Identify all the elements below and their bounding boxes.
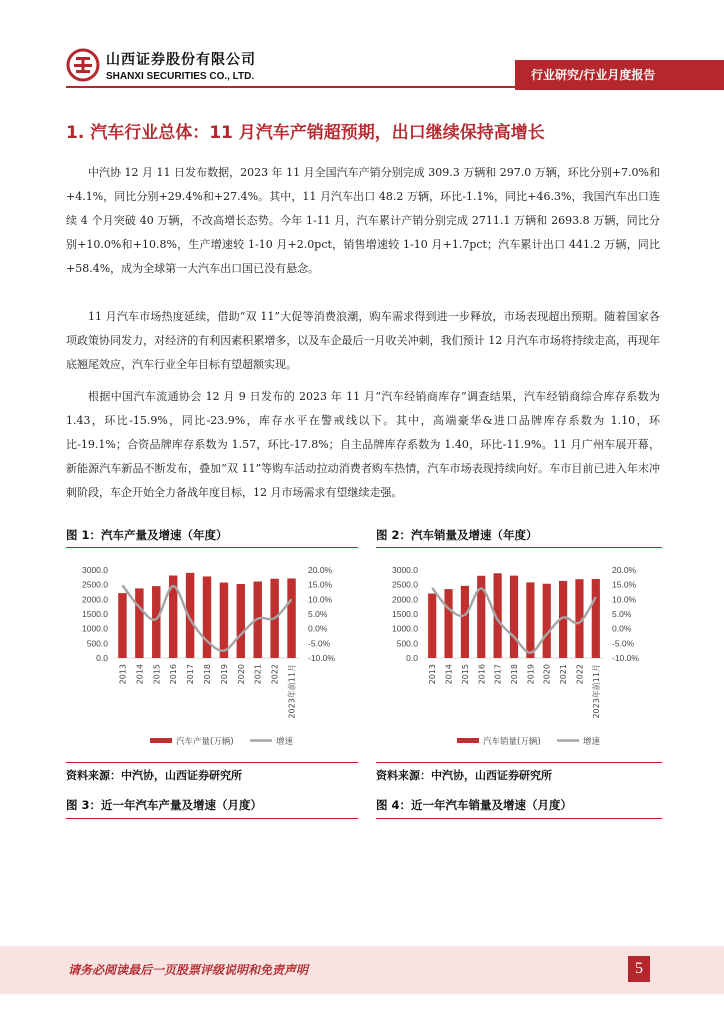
x-tick-label: 2023年前11月	[287, 664, 297, 719]
page-number: 5	[628, 956, 650, 982]
x-tick-label: 2013	[118, 664, 128, 685]
y-right-tick-label: -10.0%	[308, 653, 335, 663]
figure-2-rule	[376, 547, 662, 548]
y-right-tick-label: 0.0%	[612, 623, 632, 634]
x-tick-label: 2019	[219, 664, 229, 685]
bar-2023年前11月	[287, 578, 295, 658]
paragraph-2: 11 月汽车市场热度延续，借助“双 11”大促等消费浪潮，购车需求得到进一步释放，市场表现超出预期。随着国家各项政策协同发力，对经济的有利因素积累增多，以及车企最后一月收关冲刺，我们预计 12 月汽车市场将持续走高，再现年底翘尾效应，汽车行业全年目标有望超额实现。	[66, 310, 660, 371]
y-right-tick-label: 20.0%	[612, 565, 637, 575]
y-left-tick-label: 1000.0	[392, 623, 418, 634]
company-name-cn: 山西证券股份有限公司	[106, 52, 256, 68]
bar-2018	[510, 576, 518, 658]
y-right-tick-label: 10.0%	[308, 594, 333, 605]
legend-line-label: 增速	[276, 737, 294, 747]
y-right-tick-label: 15.0%	[308, 579, 333, 590]
x-tick-label: 2022	[575, 664, 585, 685]
paragraph-1: 中汽协 12 月 11 日发布数据，2023 年 11 月全国汽车产销分别完成 309.3 万辆和 297.0 万辆，环比分别+7.0%和+4.1%，同比分别+29.4%和+27.4%。其中，11 月汽车出口 48.2 万辆，环比-1.1%，同比+46.3%，我国汽车出口连续 4 个月突破 40 万辆，不改高增长态势。今年 1-11 月，汽车累计产销分别完成 2711.1 万辆和 2693.8 万辆，同比分别+10.0%和+10.8%，生产增速较 1-10 月+2.0pct，销售增速较 1-10 月+1.7pct；汽车累计出口 441.2 万辆，同比+58.4%，成为全球第一大汽车出口国已没有悬念。	[66, 166, 660, 275]
figure-1-chart	[66, 552, 358, 760]
y-left-tick-label: 1000.0	[82, 623, 108, 634]
bar-2014	[135, 588, 143, 658]
y-left-tick-label: 0.0	[96, 653, 108, 663]
figure-3-rule	[66, 818, 358, 819]
bar-2013	[118, 593, 126, 658]
figure-1-bottom-rule	[66, 762, 358, 763]
x-tick-label: 2021	[253, 664, 263, 685]
x-tick-label: 2015	[460, 664, 470, 685]
x-tick-label: 2017	[186, 664, 196, 685]
y-left-tick-label: 2000.0	[82, 594, 108, 605]
x-tick-label: 2022	[270, 664, 280, 685]
x-tick-label: 2016	[169, 664, 179, 685]
legend-line-label: 增速	[583, 737, 601, 747]
legend-bar-swatch	[457, 738, 479, 743]
figure-4-title: 图 4：近一年汽车销量及增速（月度）	[376, 798, 573, 812]
y-right-tick-label: 5.0%	[612, 609, 632, 619]
figure-2-chart	[376, 552, 662, 760]
y-left-tick-label: 500.0	[86, 638, 108, 649]
figure-2-bottom-rule	[376, 762, 662, 763]
figure-1-title: 图 1：汽车产量及增速（年度）	[66, 528, 228, 542]
report-type-tag: 行业研究/行业月度报告	[515, 60, 724, 90]
disclaimer-text: 请务必阅读最后一页股票评级说明和免责声明	[68, 963, 309, 977]
figure-1-source: 资料来源：中汽协，山西证券研究所	[66, 769, 242, 782]
bar-2013	[428, 594, 436, 658]
bar-2014	[444, 589, 452, 658]
y-right-tick-label: 20.0%	[308, 565, 333, 575]
x-tick-label: 2018	[203, 664, 212, 685]
figure-3-title: 图 3：近一年汽车产量及增速（月度）	[66, 798, 263, 812]
y-left-tick-label: 2500.0	[82, 579, 108, 590]
x-tick-label: 2014	[444, 664, 454, 685]
section-title: 1. 汽车行业总体：11 月汽车产销超预期，出口继续保持高增长	[66, 123, 545, 143]
x-tick-label: 2020	[236, 664, 246, 685]
x-tick-label: 2020	[542, 664, 552, 685]
x-tick-label: 2013	[428, 664, 438, 685]
bar-2019	[220, 583, 228, 658]
bar-2023年前11月	[592, 579, 600, 658]
legend-bar-label: 汽车产量(万辆)	[176, 737, 234, 747]
x-tick-label: 2023年前11月	[591, 664, 601, 719]
x-tick-label: 2021	[559, 664, 569, 685]
y-left-tick-label: 0.0	[406, 653, 418, 663]
legend-bar-label: 汽车销量(万辆)	[483, 737, 541, 747]
bar-2019	[526, 582, 534, 658]
y-right-tick-label: 10.0%	[612, 594, 637, 605]
company-name	[106, 52, 256, 83]
y-left-tick-label: 3000.0	[82, 565, 108, 575]
y-right-tick-label: 0.0%	[308, 623, 328, 634]
page-header	[0, 0, 724, 92]
y-right-tick-label: 15.0%	[612, 579, 637, 590]
y-left-tick-label: 1500.0	[82, 609, 108, 619]
x-tick-label: 2016	[477, 664, 487, 685]
paragraph-3: 根据中国汽车流通协会 12 月 9 日发布的 2023 年 11 月“汽车经销商库存”调查结果，汽车经销商综合库存系数为 1.43，环比-15.9%，同比-23.9%，库存水平在警戒线以下。其中，高端豪华&进口品牌库存系数为 1.10，环比-19.1%；合资品牌库存系数为 1.57，环比-17.8%；自主品牌库存系数为 1.40，环比-11.9%。11 月广州车展开幕，新能源汽车新品不断发布，叠加“双 11”等购车活动拉动消费者购车热情，汽车市场表现持续向好。车市目前已进入年末冲刺阶段，车企开始全力备战年度目标，12 月市场需求有望继续走强。	[66, 390, 660, 499]
y-left-tick-label: 1500.0	[392, 609, 418, 619]
bar-2015	[152, 586, 160, 658]
y-right-tick-label: 5.0%	[308, 609, 328, 619]
bar-2015	[461, 586, 469, 658]
figure-1-rule	[66, 547, 358, 548]
x-tick-label: 2018	[510, 664, 519, 685]
bar-2020	[237, 584, 245, 658]
y-left-tick-label: 500.0	[396, 638, 418, 649]
y-left-tick-label: 2500.0	[392, 579, 418, 590]
x-tick-label: 2019	[526, 664, 536, 685]
figure-2-source: 资料来源：中汽协，山西证券研究所	[376, 769, 552, 782]
y-right-tick-label: -5.0%	[612, 638, 635, 649]
y-left-tick-label: 2000.0	[392, 594, 418, 605]
bar-2018	[203, 576, 211, 658]
company-name-en: SHANXI SECURITIES CO., LTD.	[106, 71, 255, 82]
y-right-tick-label: -10.0%	[612, 653, 639, 663]
x-tick-label: 2015	[152, 664, 162, 685]
x-tick-label: 2014	[135, 664, 145, 685]
header-divider	[66, 86, 516, 88]
page-footer	[0, 946, 724, 994]
figure-4-rule	[376, 818, 662, 819]
y-right-tick-label: -5.0%	[308, 638, 331, 649]
bar-2020	[543, 584, 551, 658]
figure-2-title: 图 2：汽车销量及增速（年度）	[376, 528, 538, 542]
shanxi-securities-logo	[66, 48, 100, 82]
x-tick-label: 2017	[493, 664, 503, 685]
legend-bar-swatch	[150, 738, 172, 743]
y-left-tick-label: 3000.0	[392, 565, 418, 575]
